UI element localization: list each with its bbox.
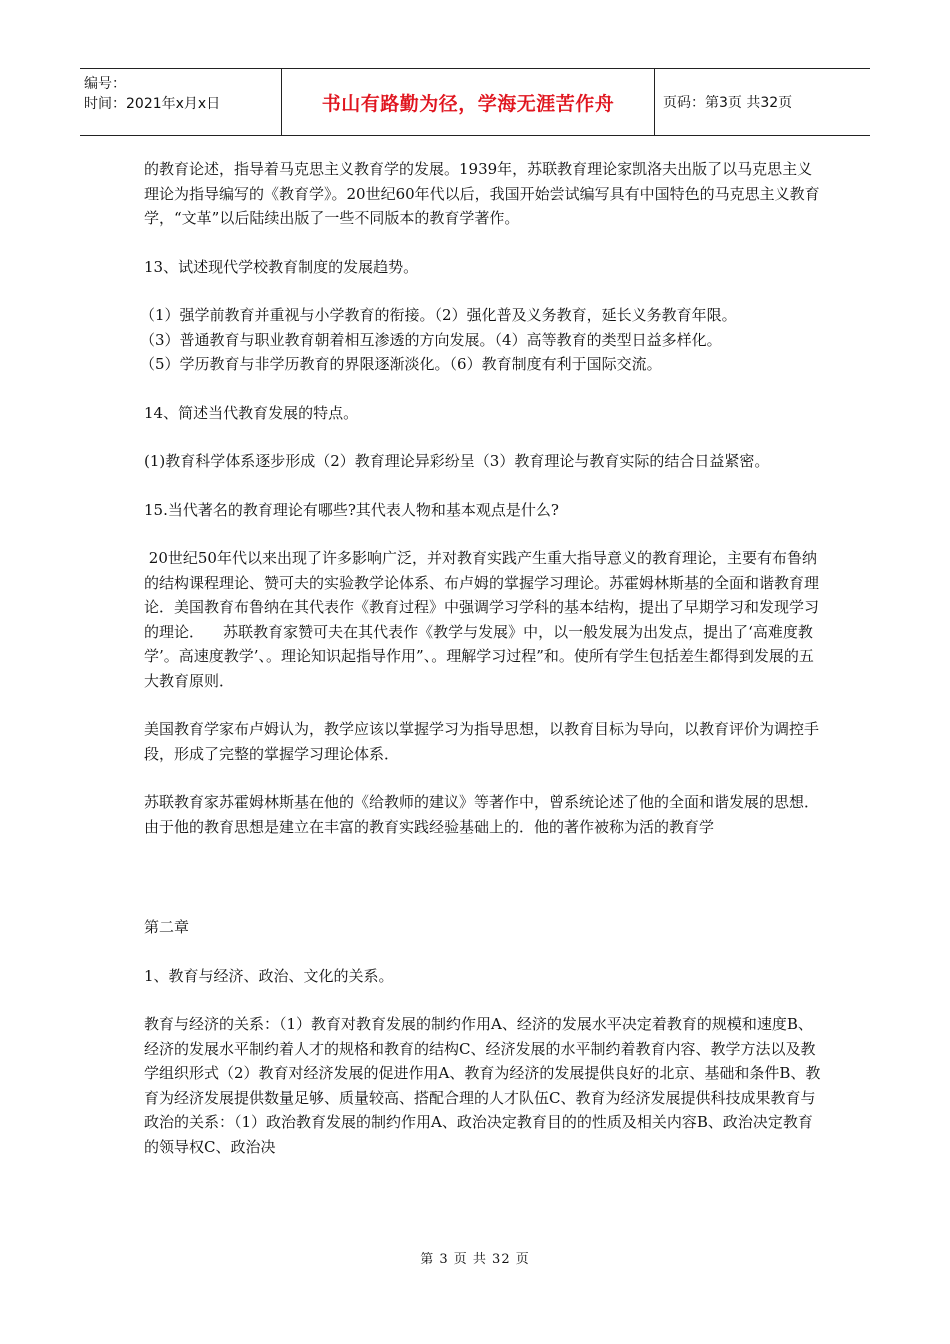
page-footer: 第 3 页 共 32 页 bbox=[420, 1252, 530, 1267]
header-page-info: 页码：第3页 共32页 bbox=[663, 95, 793, 111]
answer-14: (1)教育科学体系逐步形成（2）教育理论异彩纷呈（3）教育理论与教育实际的结合日益紧密。 bbox=[144, 452, 770, 470]
answer-15-paragraph-1: 20世纪50年代以来出现了许多影响广泛，并对教育实践产生重大指导意义的教育理论，主要有布鲁纳的结构课程理论、赞可夫的实验教学论体系、布卢姆的掌握学习理论。苏霍姆林斯基的全面和谐教育理论．美国教育布鲁纳在其代表作《教育过程》中强调学习学科的基本结构，提出了早期学习和发现学习的理论． 苏联教育家赞可夫在其代表作《教学与发展》中，以一般发展为出发点，提出了‘高难度教学’。高速度教学’、。理论知识起指导作用”、。理解学习过程”和。使所有学生包括差生都得到发展的五大教育原则． bbox=[144, 549, 820, 690]
answer-13-line-1: （1）强学前教育并重视与小学教育的衔接。（2）强化普及义务教育，延长义务教育年限。 bbox=[140, 306, 737, 324]
chapter-heading: 第二章 bbox=[144, 918, 190, 936]
question-14: 14、简述当代教育发展的特点。 bbox=[144, 403, 359, 422]
answer-15-paragraph-2: 美国教育学家布卢姆认为，教学应该以掌握学习为指导思想，以教育目标为导向，以教育评价为调控手段，形成了完整的掌握学习理论体系． bbox=[144, 720, 820, 763]
page-header bbox=[80, 68, 870, 136]
question-15: 15.当代著名的教育理论有哪些?其代表人物和基本观点是什么? bbox=[144, 500, 559, 519]
document-date-label: 时间：2021年x月x日 bbox=[84, 96, 221, 112]
answer-13-line-2: （3）普通教育与职业教育朝着相互渗透的方向发展。（4）高等教育的类型日益多样化。 bbox=[140, 330, 722, 349]
header-meta bbox=[80, 69, 282, 135]
paragraph-continuation: 的教育论述，指导着马克思主义教育学的发展。1939年，苏联教育理论家凯洛夫出版了以马克思主义理论为指导编写的《教育学》。20世纪60年代以后，我国开始尝试编写具有中国特色的马克思主义教育学，“文革”以后陆续出版了一些不同版本的教育学著作。 bbox=[144, 160, 820, 227]
document-number-label: 编号： bbox=[84, 76, 126, 92]
answer-15-paragraph-3: 苏联教育家苏霍姆林斯基在他的《给教师的建议》等著作中，曾系统论述了他的全面和谐发展的思想．由于他的教育思想是建立在丰富的教育实践经验基础上的．他的著作被称为活的教育学 bbox=[144, 793, 820, 836]
answer-1: 教育与经济的关系：（1）教育对教育发展的制约作用A、经济的发展水平决定着教育的规模和速度B、经济的发展水平制约着人才的规格和教育的结构C、经济发展的水平制约着教育内容、教学方法以及教学组织形式（2）教育对经济发展的促进作用A、教育为经济的发展提供良好的北京、基础和条件B、教育为经济发展提供数量足够、质量较高、搭配合理的人才队伍C、教育为经济发展提供科技成果教育与政治的关系：（1）政治教育发展的制约作用A、政治决定教育目的的性质及相关内容B、政治决定教育的领导权C、政治决 bbox=[144, 1015, 821, 1156]
header-motto: 书山有路勤为径，学海无涯苦作舟 bbox=[282, 69, 655, 135]
question-13: 13、试述现代学校教育制度的发展趋势。 bbox=[144, 257, 419, 276]
question-1: 1、教育与经济、政治、文化的关系。 bbox=[144, 966, 394, 985]
answer-13-line-3: （5）学历教育与非学历教育的界限逐渐淡化。（6）教育制度有利于国际交流。 bbox=[140, 355, 662, 373]
document-body bbox=[140, 157, 824, 1159]
